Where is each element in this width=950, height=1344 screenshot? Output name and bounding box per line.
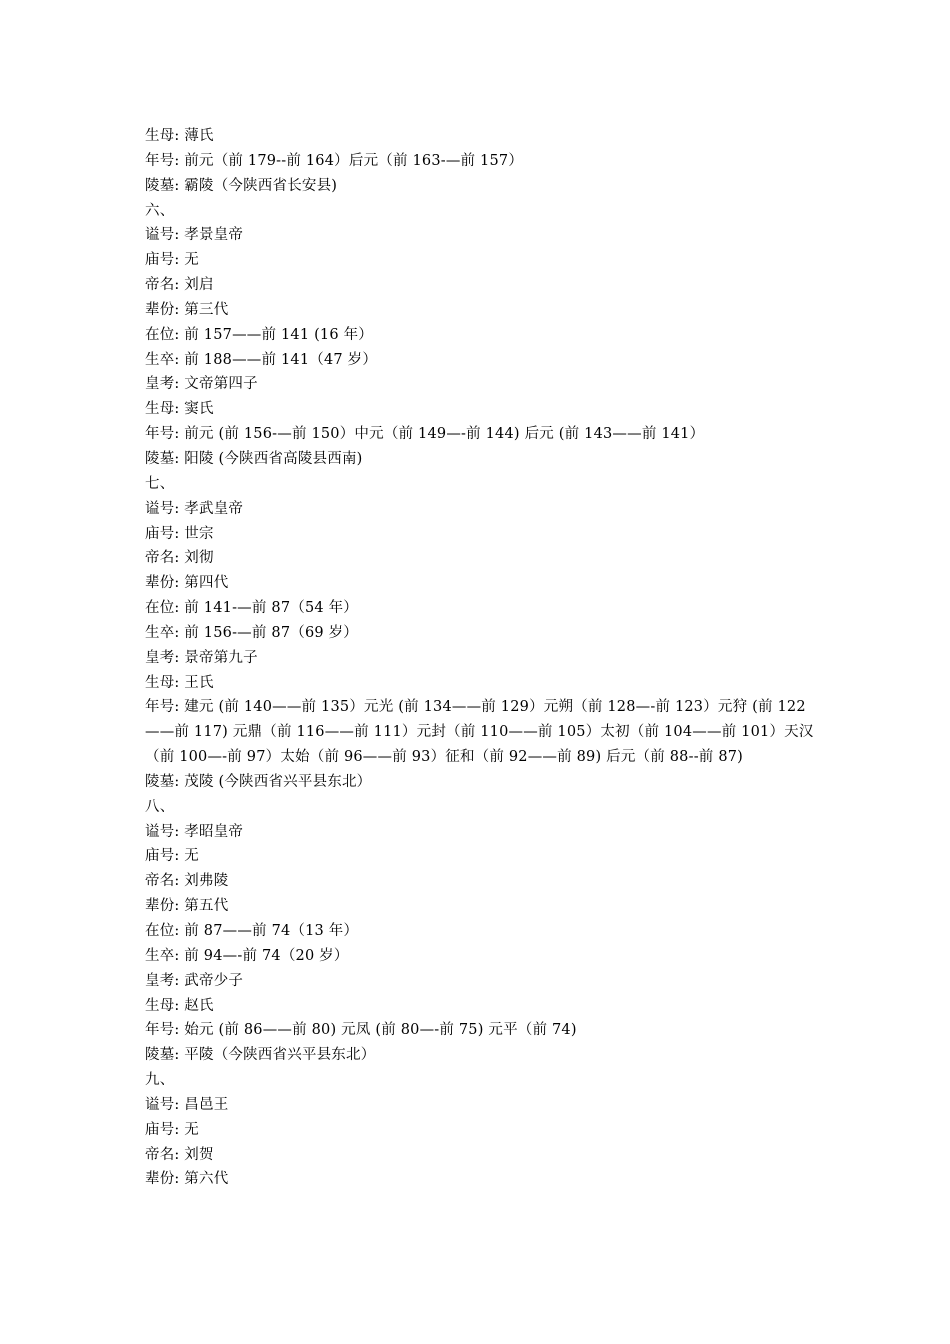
text-line: 陵墓: 平陵（今陕西省兴平县东北） — [145, 1047, 376, 1064]
text-line: 生母: 薄氏 — [145, 128, 214, 144]
text-line: 谥号: 昌邑王 — [145, 1096, 229, 1113]
text-line: 谥号: 孝景皇帝 — [145, 227, 244, 244]
text-paragraph: 年号: 建元 (前 140——前 135）元光 (前 134——前 129）元朔（前 128—-前 123）元狩 (前 122——前 117) 元鼎（前 116——前 111）元封（前 110——前 105）太初（前 104——前 101）天汉（前 100—-前 97）太始（前 96——前 93）征和（前 92——前 89) 后元（前 88--前 87) — [145, 699, 814, 766]
text-line: 谥号: 孝武皇帝 — [145, 500, 244, 517]
text-line: 生卒: 前 94—-前 74（20 岁） — [145, 947, 349, 964]
text-line: 在位: 前 141-—前 87（54 年） — [145, 600, 358, 617]
text-line: 年号: 前元（前 179--前 164）后元（前 163-—前 157） — [145, 152, 524, 169]
text-line: 生母: 王氏 — [145, 674, 214, 691]
text-line: 庙号: 世宗 — [145, 525, 214, 542]
text-line: 帝名: 刘彻 — [145, 550, 214, 567]
text-line: 辈份: 第四代 — [145, 575, 229, 592]
text-line: 生母: 赵氏 — [145, 997, 214, 1014]
text-line: 年号: 始元 (前 86——前 80) 元凤 (前 80—-前 75) 元平（前 74) — [145, 1022, 577, 1039]
section-heading: 八、 — [145, 798, 175, 815]
text-line: 庙号: 无 — [145, 252, 199, 269]
text-line: 生母: 窦氏 — [145, 401, 214, 418]
text-line: 陵墓: 茂陵 (今陕西省兴平县东北） — [145, 773, 372, 790]
section-heading: 六、 — [145, 202, 175, 219]
section-heading: 九、 — [145, 1072, 175, 1089]
section-heading: 七、 — [145, 475, 175, 492]
text-line: 年号: 前元 (前 156-—前 150）中元（前 149—-前 144) 后元 (前 143——前 141） — [145, 426, 705, 443]
text-line: 帝名: 刘弗陵 — [145, 873, 229, 890]
text-line: 生卒: 前 156-—前 87（69 岁） — [145, 624, 358, 641]
text-line: 皇考: 景帝第九子 — [145, 649, 258, 666]
text-line: 生卒: 前 188——前 141（47 岁） — [145, 351, 378, 368]
text-line: 皇考: 文帝第四子 — [145, 376, 258, 393]
document-body — [145, 124, 817, 1192]
text-line: 在位: 前 87——前 74（13 年） — [145, 923, 359, 939]
text-line: 陵墓: 霸陵（今陕西省长安县) — [145, 177, 338, 194]
text-line: 帝名: 刘启 — [145, 277, 214, 294]
text-line: 庙号: 无 — [145, 1121, 199, 1138]
text-line: 陵墓: 阳陵 (今陕西省高陵县西南) — [145, 450, 363, 467]
text-line: 帝名: 刘贺 — [145, 1146, 214, 1163]
text-line: 辈份: 第五代 — [145, 898, 229, 915]
text-line: 庙号: 无 — [145, 848, 199, 865]
text-line: 辈份: 第三代 — [145, 301, 229, 318]
text-line: 辈份: 第六代 — [145, 1171, 229, 1188]
text-line: 谥号: 孝昭皇帝 — [145, 823, 244, 840]
text-line: 在位: 前 157——前 141 (16 年） — [145, 326, 373, 343]
text-line: 皇考: 武帝少子 — [145, 972, 244, 989]
